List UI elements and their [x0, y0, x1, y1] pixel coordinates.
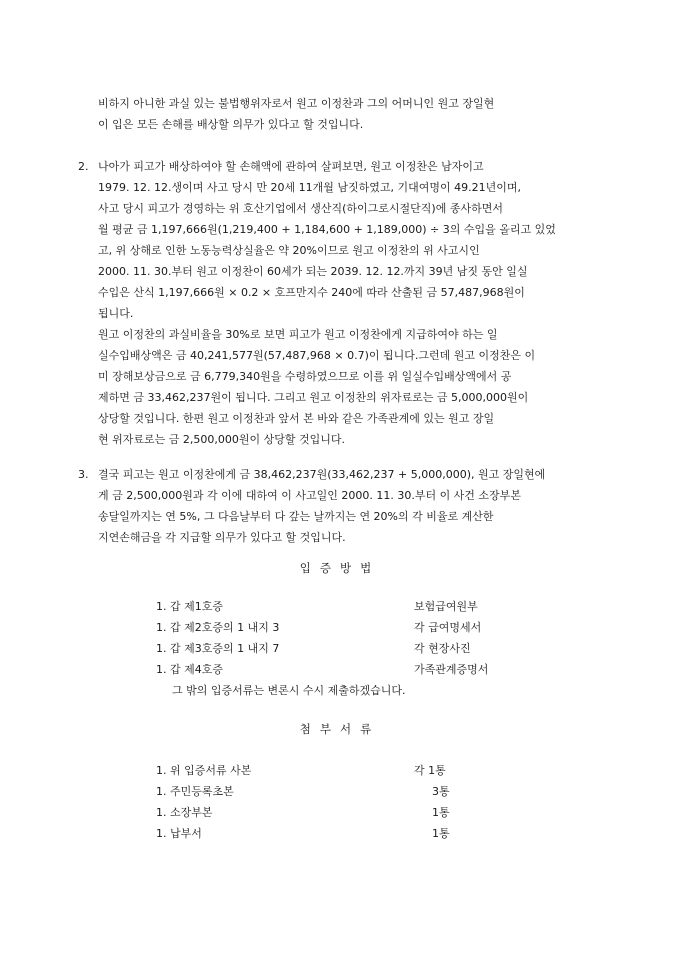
evidence-label: 1. 갑 제1호증 [156, 600, 223, 613]
paragraph-line: 월 평균 금 1,197,666원(1,219,400 + 1,184,600 + 1,189,000) ÷ 3의 수입을 올리고 있었 [98, 223, 556, 236]
paragraph-line: 나아가 피고가 배상하여야 할 손해액에 관하여 살펴보면, 원고 이정찬은 남자이고 [98, 160, 484, 173]
intro-line: 비하지 아니한 과실 있는 불법행위자로서 원고 이정찬과 그의 어머니인 원고 장일현 [98, 97, 495, 110]
paragraph-line: 실수입배상액은 금 40,241,577원(57,487,968 × 0.7)이 됩니다.그런데 원고 이정찬은 이 [98, 349, 536, 362]
attachment-qty: 1통 [432, 806, 450, 819]
list-item [0, 825, 680, 844]
attachment-label: 1. 위 입증서류 사본 [156, 764, 252, 777]
evidence-desc: 각 현장사진 [414, 642, 471, 655]
paragraph-number: 3. [78, 468, 89, 481]
attachment-label: 1. 주민등록초본 [156, 785, 234, 798]
paragraph-line: 제하면 금 33,462,237원이 됩니다. 그리고 원고 이정찬의 위자료로는 금 5,000,000원이 [98, 391, 529, 404]
list-item [0, 804, 680, 823]
paragraph-line: 상당할 것입니다. 한편 원고 이정찬과 앞서 본 바와 같은 가족관계에 있는 원고 장일 [98, 412, 495, 425]
paragraph-number: 2. [78, 160, 89, 173]
attachment-label: 1. 납부서 [156, 827, 202, 840]
paragraph-line: 됩니다. [98, 307, 134, 320]
paragraph-line: 2000. 11. 30.부터 원고 이정찬이 60세가 되는 2039. 12. 12.까지 39년 남짓 동안 일실 [98, 265, 528, 278]
paragraph-line: 고, 위 상해로 인한 노동능력상실율은 약 20%이므로 원고 이정찬의 위 사고시인 [98, 244, 480, 257]
list-item [0, 598, 680, 617]
list-item [0, 762, 680, 781]
evidence-label: 1. 갑 제2호증의 1 내지 3 [156, 621, 280, 634]
attachment-qty: 3통 [432, 785, 450, 798]
evidence-label: 1. 갑 제4호증 [156, 663, 223, 676]
paragraph-line: 지연손해금을 각 지급할 의무가 있다고 할 것입니다. [98, 531, 346, 544]
paragraph-line: 1979. 12. 12.생이며 사고 당시 만 20세 11개월 남짓하였고, 기대여명이 49.21년이며, [98, 181, 521, 194]
paragraph-line: 현 위자료로는 금 2,500,000원이 상당할 것입니다. [98, 433, 345, 446]
evidence-note: 그 밖의 입증서류는 변론시 수시 제출하겠습니다. [172, 684, 406, 697]
evidence-desc: 가족관계증명서 [414, 663, 489, 676]
list-item [0, 619, 680, 638]
evidence-label: 1. 갑 제3호증의 1 내지 7 [156, 642, 280, 655]
paragraph-line: 미 장해보상금으로 금 6,779,340원을 수령하였으므로 이를 위 일실수입배상액에서 공 [98, 370, 512, 383]
attachments-heading: 첨부서류 [299, 722, 381, 736]
paragraph-line: 게 금 2,500,000원과 각 이에 대하여 이 사고일인 2000. 11. 30.부터 이 사건 소장부본 [98, 489, 521, 502]
attachment-qty: 1통 [432, 827, 450, 840]
paragraph-line: 송달일까지는 연 5%, 그 다음날부터 다 갚는 날까지는 연 20%의 각 비율로 계산한 [98, 510, 494, 523]
evidence-heading: 입증방법 [299, 561, 381, 575]
attachment-label: 1. 소장부본 [156, 806, 213, 819]
list-item [0, 661, 680, 680]
paragraph-line: 원고 이정찬의 과실비율을 30%로 보면 피고가 원고 이정찬에게 지급하여야 하는 일 [98, 328, 498, 341]
evidence-desc: 보험급여원부 [414, 600, 478, 613]
attachment-qty: 각 1통 [414, 764, 446, 777]
evidence-desc: 각 급여명세서 [414, 621, 482, 634]
paragraph-line: 결국 피고는 원고 이정찬에게 금 38,462,237원(33,462,237 + 5,000,000), 원고 장일현에 [98, 468, 546, 481]
intro-line: 이 입은 모든 손해를 배상할 의무가 있다고 할 것입니다. [98, 118, 364, 131]
paragraph-line: 사고 당시 피고가 경영하는 위 호산기업에서 생산직(하이그로시절단직)에 종사하면서 [98, 202, 503, 215]
list-item [0, 783, 680, 802]
paragraph-line: 수입은 산식 1,197,666원 × 0.2 × 호프만지수 240에 따라 산출된 금 57,487,968원이 [98, 286, 525, 299]
evidence-note-row [0, 682, 680, 701]
list-item [0, 640, 680, 659]
